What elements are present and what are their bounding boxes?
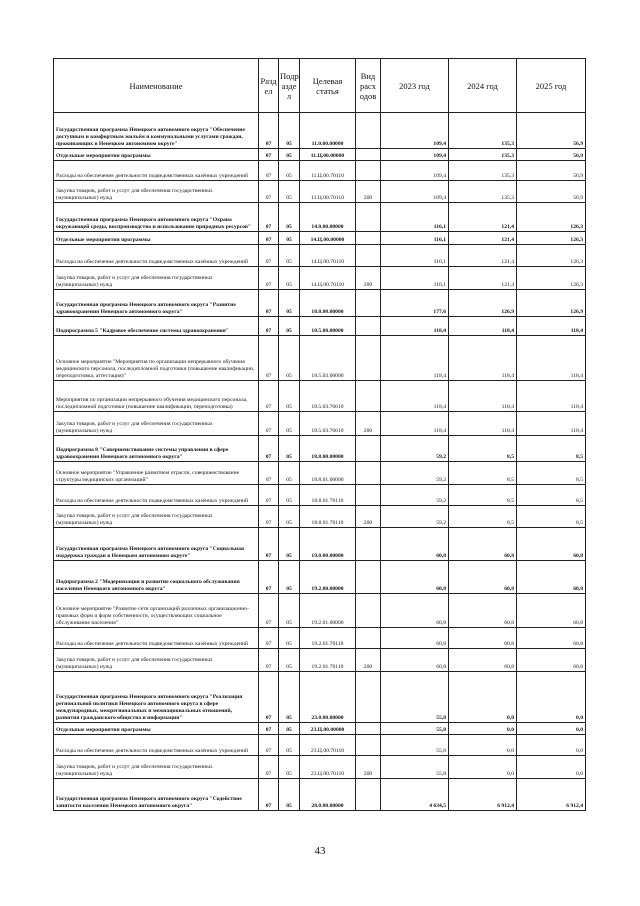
cell-2023: 116,1 xyxy=(381,203,449,232)
cell-2024: 60,8 xyxy=(449,649,517,672)
cell-target: 28.0.00.00000 xyxy=(300,779,356,811)
cell-2023: 118,4 xyxy=(381,336,449,381)
cell-razdel: 07 xyxy=(259,561,279,594)
cell-2024: 121,4 xyxy=(449,232,517,245)
table-row xyxy=(54,561,586,594)
cell-name: Отдельные мероприятия программы xyxy=(54,149,259,161)
cell-2023: 55,8 xyxy=(381,735,449,756)
cell-2024: 60,8 xyxy=(449,561,517,594)
cell-podrazdel: 05 xyxy=(279,149,300,161)
cell-podrazdel: 05 xyxy=(279,232,300,245)
cell-name: Отдельные мероприятия программы xyxy=(54,232,259,245)
cell-target: 19.2.01.00000 xyxy=(300,594,356,628)
cell-2023: 60,8 xyxy=(381,649,449,672)
cell-name: Закупка товаров, работ и услуг для обеспечения государственных (муниципальных) нужд xyxy=(54,267,259,290)
table-row xyxy=(54,628,586,649)
budget-table xyxy=(53,58,586,811)
cell-target: 23.Ц.00.00000 xyxy=(300,723,356,735)
header-name: Наименование xyxy=(54,59,259,113)
cell-2024: 135,3 xyxy=(449,181,517,203)
table-row xyxy=(54,381,586,412)
cell-target: 11.0.00.00000 xyxy=(300,113,356,149)
cell-name: Расходы на обеспечение деятельности подведомственных казённых учреждений xyxy=(54,485,259,506)
cell-podrazdel: 05 xyxy=(279,594,300,628)
cell-target: 19.2.01.70110 xyxy=(300,649,356,672)
cell-vid: 200 xyxy=(356,506,381,528)
cell-2025: 118,4 xyxy=(517,412,586,436)
cell-2025: 60,8 xyxy=(517,594,586,628)
cell-vid: 200 xyxy=(356,412,381,436)
cell-target: 18.8.00.00000 xyxy=(300,436,356,462)
cell-2023: 109,4 xyxy=(381,181,449,203)
cell-name: Закупка товаров, работ и услуг для обеспечения государственных (муниципальных) нужд xyxy=(54,756,259,779)
cell-2023: 116,1 xyxy=(381,232,449,245)
table-row xyxy=(54,756,586,779)
cell-target: 19.2.01.70110 xyxy=(300,628,356,649)
cell-razdel: 07 xyxy=(259,735,279,756)
cell-name: Расходы на обеспечение деятельности подведомственных казённых учреждений xyxy=(54,735,259,756)
table-row xyxy=(54,779,586,811)
cell-razdel: 07 xyxy=(259,336,279,381)
cell-vid xyxy=(356,436,381,462)
cell-2024: 118,4 xyxy=(449,336,517,381)
cell-razdel: 07 xyxy=(259,628,279,649)
table-row xyxy=(54,506,586,528)
cell-2023: 60,8 xyxy=(381,594,449,628)
cell-name: Государственная программа Ненецкого автономного округа "Содействие занятости населения Ненецкого автономного округа" xyxy=(54,779,259,811)
cell-name: Основное мероприятие "Управление развитием отрасли, совершенствование структуры медицинских организаций" xyxy=(54,462,259,485)
cell-2024: 126,9 xyxy=(449,290,517,317)
header-target: Целевая статья xyxy=(300,59,356,113)
table-row xyxy=(54,672,586,723)
cell-2025: 0,0 xyxy=(517,756,586,779)
cell-target: 18.5.03.76610 xyxy=(300,381,356,412)
table-row xyxy=(54,245,586,267)
cell-vid xyxy=(356,628,381,649)
cell-name: Государственная программа Ненецкого автономного округа "Охрана окружающей среды, воспроизводство и использование природных ресурсов" xyxy=(54,203,259,232)
cell-podrazdel: 05 xyxy=(279,528,300,561)
cell-target: 11.Ц.00.00000 xyxy=(300,149,356,161)
cell-2024: 135,3 xyxy=(449,161,517,181)
cell-2024: 8,5 xyxy=(449,485,517,506)
cell-2023: 109,4 xyxy=(381,161,449,181)
cell-2024: 118,4 xyxy=(449,317,517,336)
cell-vid xyxy=(356,245,381,267)
cell-razdel: 07 xyxy=(259,412,279,436)
cell-2023: 59,2 xyxy=(381,506,449,528)
cell-name: Государственная программа Ненецкого автономного округа "Обеспечение доступным и комфортным жильём и коммунальными услугами граждан, проживающих в Ненецком автономном округе" xyxy=(54,113,259,149)
cell-2023: 60,8 xyxy=(381,528,449,561)
cell-2024: 118,4 xyxy=(449,412,517,436)
table-row xyxy=(54,161,586,181)
cell-vid xyxy=(356,723,381,735)
cell-2023: 55,8 xyxy=(381,723,449,735)
cell-2025: 126,3 xyxy=(517,203,586,232)
cell-name: Подпрограмма 2 "Модернизация и развитие социального обслуживания населения Ненецкого автономного округа" xyxy=(54,561,259,594)
cell-vid xyxy=(356,779,381,811)
cell-name: Закупка товаров, работ и услуг для обеспечения государственных (муниципальных) нужд xyxy=(54,649,259,672)
cell-2024: 60,8 xyxy=(449,628,517,649)
cell-target: 23.0.00.00000 xyxy=(300,672,356,723)
cell-2023: 116,1 xyxy=(381,267,449,290)
cell-vid xyxy=(356,561,381,594)
cell-2023: 55,8 xyxy=(381,672,449,723)
cell-target: 23.Ц.00.70110 xyxy=(300,756,356,779)
cell-razdel: 07 xyxy=(259,756,279,779)
cell-2024: 0,0 xyxy=(449,723,517,735)
cell-razdel: 07 xyxy=(259,723,279,735)
cell-2025: 8,5 xyxy=(517,506,586,528)
cell-2024: 8,5 xyxy=(449,436,517,462)
cell-vid: 200 xyxy=(356,267,381,290)
cell-name: Мероприятия по организации непрерывного обучения медицинского персонала, последипломной подготовки (повышение квалификации, переподготовка) xyxy=(54,381,259,412)
cell-name: Подпрограмма 8 "Совершенствование системы управления в сфере здравоохранения Ненецкого автономного округа" xyxy=(54,436,259,462)
table-row xyxy=(54,436,586,462)
cell-target: 14.0.00.00000 xyxy=(300,203,356,232)
page-number: 43 xyxy=(314,845,326,857)
cell-vid xyxy=(356,462,381,485)
cell-podrazdel: 05 xyxy=(279,290,300,317)
cell-vid xyxy=(356,381,381,412)
cell-2024: 0,0 xyxy=(449,672,517,723)
cell-podrazdel: 05 xyxy=(279,245,300,267)
cell-target: 18.8.01.70110 xyxy=(300,485,356,506)
cell-podrazdel: 05 xyxy=(279,462,300,485)
table-row xyxy=(54,485,586,506)
cell-name: Расходы на обеспечение деятельности подведомственных казённых учреждений xyxy=(54,161,259,181)
cell-podrazdel: 05 xyxy=(279,506,300,528)
cell-name: Отдельные мероприятия программы xyxy=(54,723,259,735)
cell-podrazdel: 05 xyxy=(279,181,300,203)
cell-2025: 60,8 xyxy=(517,649,586,672)
cell-2025: 56,9 xyxy=(517,181,586,203)
cell-podrazdel: 05 xyxy=(279,436,300,462)
cell-name: Расходы на обеспечение деятельности подведомственных казённых учреждений xyxy=(54,245,259,267)
cell-2024: 8,5 xyxy=(449,506,517,528)
cell-2025: 56,9 xyxy=(517,161,586,181)
cell-target: 18.8.01.70110 xyxy=(300,506,356,528)
cell-2023: 55,8 xyxy=(381,756,449,779)
cell-vid xyxy=(356,594,381,628)
cell-razdel: 07 xyxy=(259,232,279,245)
cell-2024: 118,4 xyxy=(449,381,517,412)
cell-podrazdel: 05 xyxy=(279,412,300,436)
cell-2023: 60,8 xyxy=(381,628,449,649)
cell-vid xyxy=(356,232,381,245)
cell-target: 14.Ц.00.70110 xyxy=(300,267,356,290)
table-row xyxy=(54,528,586,561)
cell-razdel: 07 xyxy=(259,779,279,811)
cell-2023: 118,4 xyxy=(381,412,449,436)
cell-vid xyxy=(356,203,381,232)
cell-vid xyxy=(356,317,381,336)
table-row xyxy=(54,723,586,735)
cell-2024: 0,0 xyxy=(449,756,517,779)
cell-name: Подпрограмма 5 "Кадровое обеспечение системы здравоохранения" xyxy=(54,317,259,336)
cell-2023: 118,4 xyxy=(381,381,449,412)
cell-vid xyxy=(356,161,381,181)
cell-target: 18.0.00.00000 xyxy=(300,290,356,317)
cell-vid xyxy=(356,485,381,506)
cell-2025: 60,8 xyxy=(517,528,586,561)
cell-2024: 135,3 xyxy=(449,149,517,161)
cell-podrazdel: 05 xyxy=(279,779,300,811)
cell-2024: 121,4 xyxy=(449,245,517,267)
cell-razdel: 07 xyxy=(259,181,279,203)
table-row xyxy=(54,149,586,161)
cell-podrazdel: 05 xyxy=(279,267,300,290)
header-row xyxy=(54,59,586,113)
cell-podrazdel: 05 xyxy=(279,113,300,149)
cell-target: 18.5.03.76610 xyxy=(300,412,356,436)
cell-target: 23.Ц.00.70110 xyxy=(300,735,356,756)
cell-2025: 126,3 xyxy=(517,232,586,245)
cell-2025: 0,0 xyxy=(517,723,586,735)
cell-razdel: 07 xyxy=(259,594,279,628)
cell-name: Основное мероприятие "Развитие сети организаций различных организационно-правовых форм и форм собственности, осуществляющих социальное обслуживание населения" xyxy=(54,594,259,628)
table-row xyxy=(54,649,586,672)
cell-vid xyxy=(356,149,381,161)
table-row xyxy=(54,290,586,317)
cell-2025: 60,8 xyxy=(517,628,586,649)
cell-podrazdel: 05 xyxy=(279,161,300,181)
cell-podrazdel: 05 xyxy=(279,317,300,336)
cell-target: 18.8.01.00000 xyxy=(300,462,356,485)
table-row xyxy=(54,113,586,149)
cell-podrazdel: 05 xyxy=(279,672,300,723)
cell-podrazdel: 05 xyxy=(279,628,300,649)
cell-vid xyxy=(356,336,381,381)
table-row xyxy=(54,412,586,436)
cell-2025: 8,5 xyxy=(517,485,586,506)
table-row xyxy=(54,232,586,245)
table-row xyxy=(54,594,586,628)
header-podrazdel: Подр азде л xyxy=(279,59,300,113)
cell-2024: 135,3 xyxy=(449,113,517,149)
header-2023: 2023 год xyxy=(381,59,449,113)
header-2024: 2024 год xyxy=(449,59,517,113)
cell-name: Закупка товаров, работ и услуг для обеспечения государственных (муниципальных) нужд xyxy=(54,412,259,436)
cell-name: Государственная программа Ненецкого автономного округа "Реализация региональной политики Ненецкого автономного округа в сфере международных, межрегиональных и межнациональных отношений, развития гражданского общества и информации" xyxy=(54,672,259,723)
cell-2023: 60,8 xyxy=(381,561,449,594)
cell-razdel: 07 xyxy=(259,485,279,506)
cell-razdel: 07 xyxy=(259,436,279,462)
cell-razdel: 07 xyxy=(259,381,279,412)
cell-podrazdel: 05 xyxy=(279,485,300,506)
cell-target: 14.Ц.00.70110 xyxy=(300,245,356,267)
cell-podrazdel: 05 xyxy=(279,649,300,672)
cell-2023: 109,4 xyxy=(381,113,449,149)
cell-2023: 118,4 xyxy=(381,317,449,336)
cell-name: Основное мероприятие "Мероприятия по организации непрерывного обучения медицинского персонала, последипломной подготовки (повышение квалификации, переподготовка, аттестация)" xyxy=(54,336,259,381)
cell-2024: 60,8 xyxy=(449,528,517,561)
cell-2025: 126,9 xyxy=(517,290,586,317)
cell-2025: 118,4 xyxy=(517,381,586,412)
cell-target: 18.5.03.00000 xyxy=(300,336,356,381)
cell-podrazdel: 05 xyxy=(279,723,300,735)
cell-target: 11.Ц.00.70110 xyxy=(300,181,356,203)
table-row xyxy=(54,462,586,485)
cell-name: Государственная программа Ненецкого автономного округа "Социальная поддержка граждан в Ненецком автономном округе" xyxy=(54,528,259,561)
cell-name: Расходы на обеспечение деятельности подведомственных казённых учреждений xyxy=(54,628,259,649)
cell-2025: 56,9 xyxy=(517,113,586,149)
cell-2024: 8,5 xyxy=(449,462,517,485)
cell-razdel: 07 xyxy=(259,290,279,317)
table-row xyxy=(54,735,586,756)
cell-podrazdel: 05 xyxy=(279,735,300,756)
cell-2025: 8,5 xyxy=(517,462,586,485)
cell-2023: 109,4 xyxy=(381,149,449,161)
header-vid: Вид расх одов xyxy=(356,59,381,113)
cell-vid: 200 xyxy=(356,649,381,672)
cell-target: 18.5.00.00000 xyxy=(300,317,356,336)
cell-razdel: 07 xyxy=(259,649,279,672)
cell-2025: 126,3 xyxy=(517,245,586,267)
table-row xyxy=(54,317,586,336)
cell-target: 14.Ц.00.00000 xyxy=(300,232,356,245)
cell-podrazdel: 05 xyxy=(279,336,300,381)
cell-razdel: 07 xyxy=(259,203,279,232)
cell-razdel: 07 xyxy=(259,672,279,723)
cell-target: 19.2.00.00000 xyxy=(300,561,356,594)
cell-razdel: 07 xyxy=(259,149,279,161)
cell-2025: 8,5 xyxy=(517,436,586,462)
cell-razdel: 07 xyxy=(259,113,279,149)
cell-2023: 59,2 xyxy=(381,436,449,462)
cell-2024: 6 912,4 xyxy=(449,779,517,811)
cell-podrazdel: 05 xyxy=(279,561,300,594)
cell-2025: 6 912,4 xyxy=(517,779,586,811)
cell-2024: 60,8 xyxy=(449,594,517,628)
table-row xyxy=(54,336,586,381)
cell-vid xyxy=(356,672,381,723)
cell-2025: 0,0 xyxy=(517,672,586,723)
cell-vid: 200 xyxy=(356,756,381,779)
cell-target: 19.0.00.00000 xyxy=(300,528,356,561)
cell-2025: 126,3 xyxy=(517,267,586,290)
cell-2025: 60,8 xyxy=(517,561,586,594)
cell-razdel: 07 xyxy=(259,528,279,561)
cell-podrazdel: 05 xyxy=(279,756,300,779)
cell-vid xyxy=(356,290,381,317)
cell-razdel: 07 xyxy=(259,462,279,485)
cell-podrazdel: 05 xyxy=(279,381,300,412)
cell-2024: 121,4 xyxy=(449,267,517,290)
header-razdel: Разд ел xyxy=(259,59,279,113)
cell-vid xyxy=(356,528,381,561)
table-row xyxy=(54,203,586,232)
cell-target: 11.Ц.00.70110 xyxy=(300,161,356,181)
cell-2023: 116,1 xyxy=(381,245,449,267)
cell-name: Государственная программа Ненецкого автономного округа "Развитие здравоохранения Ненецкого автономного округа" xyxy=(54,290,259,317)
cell-2023: 59,2 xyxy=(381,462,449,485)
cell-vid xyxy=(356,735,381,756)
cell-2025: 118,4 xyxy=(517,317,586,336)
cell-2025: 0,0 xyxy=(517,735,586,756)
header-2025: 2025 год xyxy=(517,59,586,113)
cell-podrazdel: 05 xyxy=(279,203,300,232)
cell-2024: 121,4 xyxy=(449,203,517,232)
cell-2023: 4 634,5 xyxy=(381,779,449,811)
cell-name: Закупка товаров, работ и услуг для обеспечения государственных (муниципальных) нужд xyxy=(54,181,259,203)
cell-razdel: 07 xyxy=(259,317,279,336)
cell-razdel: 07 xyxy=(259,267,279,290)
cell-2024: 0,0 xyxy=(449,735,517,756)
cell-razdel: 07 xyxy=(259,506,279,528)
cell-2023: 59,2 xyxy=(381,485,449,506)
cell-razdel: 07 xyxy=(259,245,279,267)
cell-vid: 200 xyxy=(356,181,381,203)
cell-razdel: 07 xyxy=(259,161,279,181)
table-body xyxy=(54,113,586,811)
table-row xyxy=(54,181,586,203)
cell-vid xyxy=(356,113,381,149)
cell-name: Закупка товаров, работ и услуг для обеспечения государственных (муниципальных) нужд xyxy=(54,506,259,528)
cell-2025: 56,9 xyxy=(517,149,586,161)
cell-2023: 177,6 xyxy=(381,290,449,317)
table-row xyxy=(54,267,586,290)
cell-2025: 118,4 xyxy=(517,336,586,381)
